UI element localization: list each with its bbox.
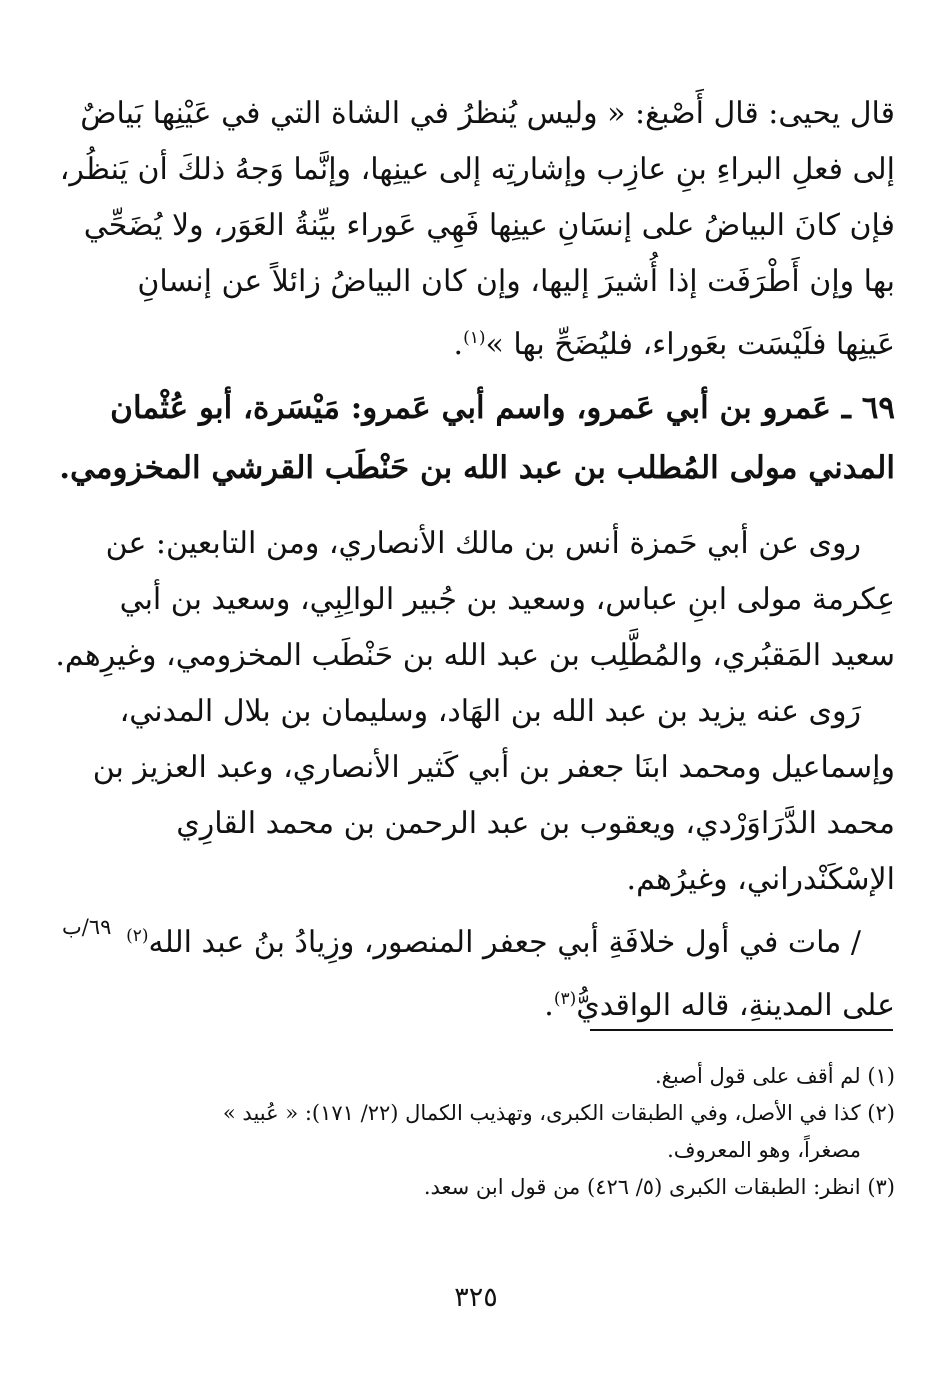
entry-heading-69 [59,378,895,498]
paragraph-narrated-from [55,516,895,684]
heading-line: المدني مولى المُطلب بن عبد الله بن حَنْطَب القرشي المخزومي. [59,450,895,486]
text-line: عِكرمة مولى ابنِ عباس، وسعيد بن جُبير الوالِبِي، وسعيد بن أبي [119,582,895,617]
text-line: سعيد المَقبُري، والمُطَّلِب بن عبد الله بن حَنْطَب المخزومي، وغيرِهم. [55,638,895,673]
text-segment: عَينِها فلَيْسَت بعَوراء، فليُضَحِّ بها » [485,327,895,362]
footnote-separator [590,1029,893,1031]
text-line [126,908,895,971]
text-segment: / مات في أول خلافَةِ أبي جعفر المنصور، وزِيادُ بنُ عبد الله [148,925,861,960]
heading-line: ٦٩ ـ عَمرو بن أبي عَمرو، واسم أبي عَمرو: مَيْسَرة، أبو عُثْمان [110,390,895,426]
text-line: محمد الدَّرَاوَرْدي، ويعقوب بن عبد الرحمن بن محمد القارِي [176,806,895,841]
text-line: رَوى عنه يزيد بن عبد الله بن الهَاد، وسليمان بن بلال المدني، [119,694,861,729]
text-line [150,971,895,1034]
footnote-2: (٢) كذا في الأصل، وفي الطبقات الكبرى، وتهذيب الكمال (٢٢/ ١٧١): « عُبيد » [222,1101,895,1125]
text-line: روى عن أبي حَمزة أنس بن مالك الأنصاري، ومن التابعين: عن [105,526,861,561]
text-line: وإسماعيل ومحمد ابنَا جعفر بن أبي كَثير الأنصاري، وعبد العزيز بن [92,750,895,785]
footnote-ref-2: (٢) [126,926,149,946]
footnote-ref-1: (١) [463,328,486,348]
paragraph-asbagh-quote [59,86,895,373]
text-segment: على المدينةِ، قاله الواقديُّ [576,988,895,1023]
footnote-ref-3: (٣) [553,989,577,1009]
text-line: فإن كانَ البياضُ على إنسَانِ عينِها فَهِي عَوراء بيِّنةُ العَوَر، ولا يُضَحِّي [83,208,895,243]
paragraph-narrated-by [92,684,895,908]
text-line: إلى فعلِ البراءِ بنِ عازِب وإشارتِه إلى عينِها، وإنَّما وَجهُ ذلكَ أن يَنظُر، [59,152,895,187]
period: . [544,988,554,1023]
page-number: ٣٢٥ [454,1282,498,1313]
footnotes [150,1058,895,1206]
manuscript-folio-note: ٦٩/ب [62,915,112,939]
paragraph-death [126,908,895,1034]
text-line: الإسْكَنْدراني، وغيرُهم. [626,862,895,897]
text-line [150,310,895,373]
text-line: قال يحيى: قال أَصْبغ: « وليس يُنظرُ في الشاة التي في عَيْنِها بَياضٌ [80,96,895,131]
period: . [453,327,464,362]
text-line: بها وإن أَطْرَفَت إذا أُشيرَ إليها، وإن كان البياضُ زائلاً عن إنسانِ [137,264,895,299]
footnote-1: (١) لم أقف على قول أصبغ. [654,1064,895,1088]
footnote-2-continuation: مصغراً، وهو المعروف. [667,1138,861,1162]
footnote-3: (٣) انظر: الطبقات الكبرى (٥/ ٤٢٦) من قول ابن سعد. [423,1175,895,1199]
